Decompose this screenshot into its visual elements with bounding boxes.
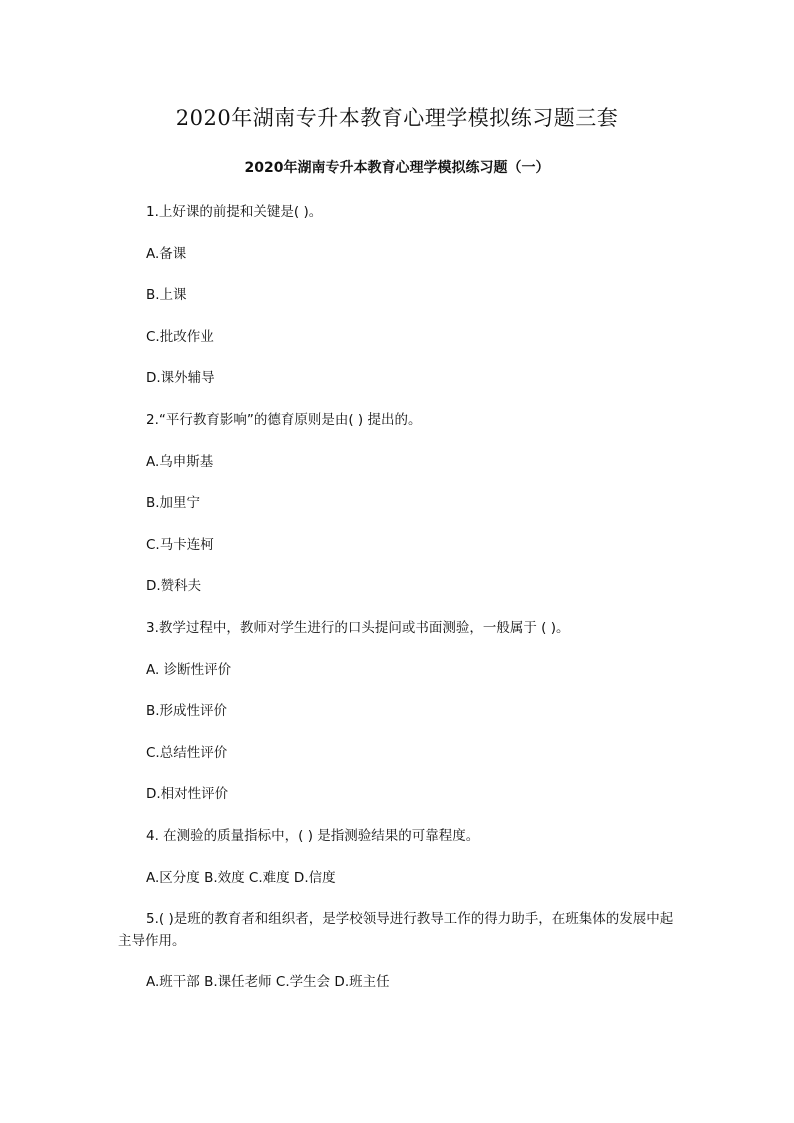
question-1-stem: 1.上好课的前提和关键是( )。 — [146, 204, 323, 220]
question-4-stem: 4. 在测验的质量指标中，( ) 是指测验结果的可靠程度。 — [146, 828, 480, 844]
question-2-option-b: B.加里宁 — [146, 495, 201, 511]
document-title: 2020年湖南专升本教育心理学模拟练习题三套 — [175, 106, 619, 130]
question-1-option-d: D.课外辅导 — [146, 370, 215, 386]
question-2-stem: 2.“平行教育影响”的德育原则是由( ) 提出的。 — [146, 412, 422, 428]
question-3-option-a: A. 诊断性评价 — [146, 662, 232, 678]
question-2-option-a: A.乌申斯基 — [146, 454, 214, 470]
question-1-option-c: C.批改作业 — [146, 329, 214, 345]
question-3-stem: 3.教学过程中，教师对学生进行的口头提问或书面测验，一般属于 ( )。 — [146, 620, 570, 636]
question-2-option-c: C.马卡连柯 — [146, 537, 214, 553]
question-3-option-c: C.总结性评价 — [146, 745, 228, 761]
section-subtitle: 2020年湖南专升本教育心理学模拟练习题（一） — [244, 160, 550, 176]
question-5-stem: 5.( )是班的教育者和组织者，是学校领导进行教导工作的得力助手，在班集体的发展中起主导作用。 — [118, 911, 674, 949]
question-1-option-b: B.上课 — [146, 287, 187, 303]
question-3-option-b: B.形成性评价 — [146, 703, 228, 719]
question-1-option-a: A.备课 — [146, 246, 187, 262]
question-2-option-d: D.赞科夫 — [146, 578, 202, 594]
question-5-options: A.班干部 B.课任老师 C.学生会 D.班主任 — [146, 974, 390, 990]
question-3-option-d: D.相对性评价 — [146, 786, 229, 802]
question-4-options: A.区分度 B.效度 C.难度 D.信度 — [146, 870, 336, 886]
